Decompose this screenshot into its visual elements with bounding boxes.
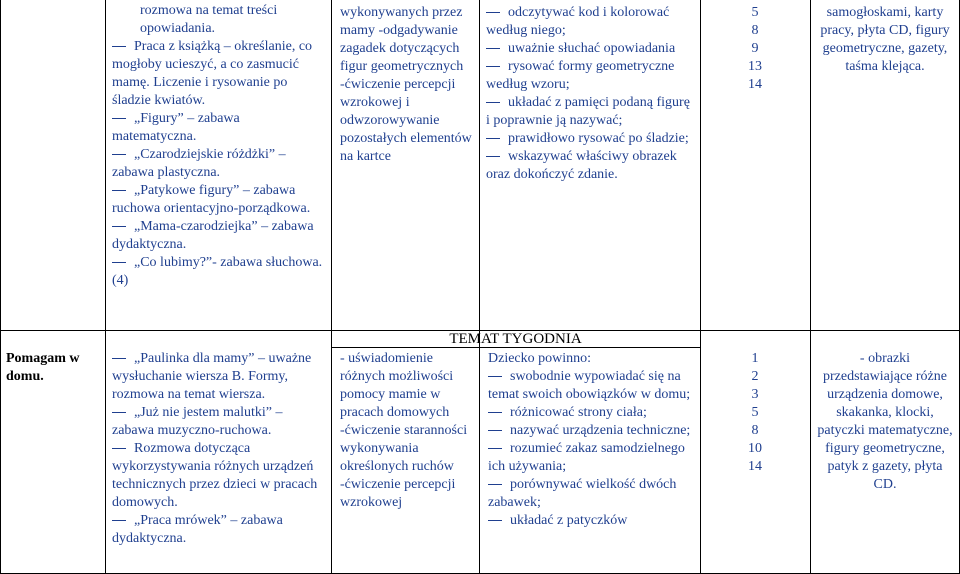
bottom-outcomes-intro: Dziecko powinno: [488, 351, 592, 366]
top-activities-cell [112, 2, 327, 290]
top-outcome-item: uważnie słuchać opowiadania [486, 40, 696, 58]
top-materials-text: samogłoskami, karty pracy, płyta CD, figury geometryczne, gazety, taśma klejąca. [820, 5, 950, 74]
bottom-outcome-item: rozumieć zakaz samodzielnego ich używania; [488, 441, 685, 474]
top-number: 13 [748, 59, 762, 74]
top-number: 8 [751, 23, 759, 38]
bottom-goals-text: - uświadomienie różnych możliwości pomocy mamie w pracach domowych -ćwiczenie staranności wykonywania określonych ruchów -ćwiczenie percepcji wzrokowej [340, 351, 468, 510]
bottom-activity-item: Rozmowa dotycząca wykorzystywania różnych urządzeń technicznych przez dzieci w pracach domowych. [112, 441, 318, 510]
top-goals-text: wykonywanych przez mamy -odgadywanie zagadek dotyczących figur geometrycznych -ćwiczenie percepcji wzrokowej i odwzorowywanie pozostałych elementów na kartce [340, 5, 472, 164]
top-activity-item: „Patykowe figury” – zabawa ruchowa orientacyjno-porządkowa. [112, 183, 311, 216]
top-activity-item: „Czarodziejskie różdżki” – zabawa plastyczna. [112, 147, 286, 180]
bottom-number: 1 [751, 351, 759, 366]
bottom-number: 3 [751, 387, 759, 402]
bottom-outcomes-cell [488, 350, 696, 530]
bottom-materials-cell [815, 350, 955, 494]
top-activity-item: Praca z książką – określanie, co mogłoby ucieszyć, a co zasmucić mamę. Liczenie i rysowanie po śladzie kwiatów. [112, 39, 313, 108]
bottom-activities-cell [112, 350, 327, 548]
bottom-activity-item: „Już nie jestem malutki” – zabawa muzyczno-ruchowa. [112, 405, 283, 438]
bottom-number: 14 [748, 459, 762, 474]
bottom-materials-text: - obrazki przedstawiające różne urządzenia domowe, skakanka, klocki, patyczki matematyczne, figury geometryczne, patyk z gazety, płyta CD. [817, 351, 953, 492]
top-activity-item: „Mama-czarodziejka” – zabawa dydaktyczna. [112, 219, 314, 252]
top-number: 5 [751, 5, 759, 20]
top-number: 9 [751, 41, 759, 56]
top-activity-text: rozmowa na temat treści opowiadania. [140, 3, 278, 36]
bottom-outcome-item: nazywać urządzenia techniczne; [488, 422, 696, 440]
theme-header-text: TEMAT TYGODNIA [449, 331, 582, 347]
bottom-outcome-item: układać z patyczków [488, 512, 696, 530]
bottom-outcome-item: porównywać wielkość dwóch zabawek; [488, 477, 677, 510]
bottom-number: 5 [751, 405, 759, 420]
bottom-activity-item: „Praca mrówek” – zabawa dydaktyczna. [112, 513, 283, 546]
theme-header [332, 331, 699, 347]
top-outcome-item: rysować formy geometryczne według wzoru; [486, 59, 675, 92]
top-materials-cell [815, 4, 955, 76]
bottom-outcome-item: różnicować strony ciała; [488, 404, 696, 422]
top-activity-item: „Figury” – zabawa matematyczna. [112, 111, 240, 144]
bottom-goals-cell [340, 350, 475, 512]
bottom-outcome-item: swobodnie wypowiadać się na temat swoich obowiązków w domu; [488, 369, 691, 402]
bottom-number: 8 [751, 423, 759, 438]
top-outcomes-cell [486, 4, 696, 184]
top-outcome-item: odczytywać kod i kolorować według niego; [486, 5, 670, 38]
top-goals-cell [340, 4, 475, 166]
bottom-activity-item: „Paulinka dla mamy” – uważne wysłuchanie wiersza B. Formy, rozmowa na temat wiersza. [112, 351, 312, 402]
bottom-number: 10 [748, 441, 762, 456]
top-outcome-item: prawidłowo rysować po śladzie; [486, 130, 696, 148]
top-number: 14 [748, 77, 762, 92]
week-topic-text: Pomagam w domu. [6, 351, 80, 384]
top-outcome-item: układać z pamięci podaną figurę i poprawnie ją nazywać; [486, 95, 690, 128]
top-numbers-cell [710, 4, 800, 94]
bottom-number: 2 [751, 369, 759, 384]
top-outcome-item: wskazywać właściwy obrazek oraz dokończyć zdanie. [486, 149, 677, 182]
top-activity-item: „Co lubimy?”- zabawa słuchowa. (4) [112, 255, 323, 288]
week-topic-cell [6, 350, 102, 386]
bottom-numbers-cell [710, 350, 800, 476]
